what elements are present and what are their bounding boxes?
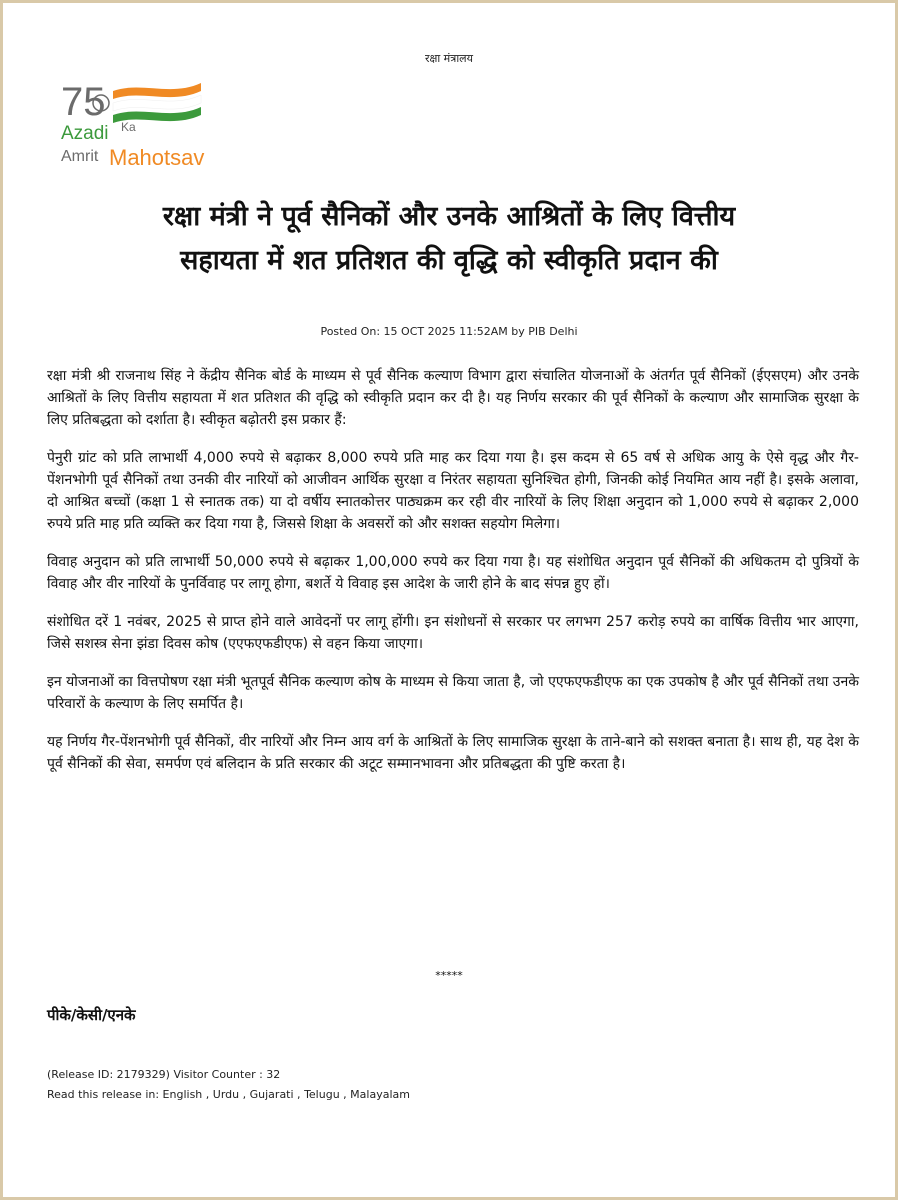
paragraph-4: संशोधित दरें 1 नवंबर, 2025 से प्राप्त होने वाले आवेदनों पर लागू होंगी। इन संशोधनों से सरकार पर लगभग 257 करोड़ रुपये का वार्षिक वित्तीय भार आएगा, जिसे सशस्त्र सेना झंडा दिवस कोष (एएफएफडीएफ) से वहन किया जाएगा। [47, 614, 859, 652]
language-link-urdu[interactable]: Urdu [212, 1088, 240, 1101]
signature-initials: पीके/केसी/एनके [47, 1006, 136, 1024]
ministry-name: रक्षा मंत्रालय [424, 52, 474, 65]
posted-on: Posted On: 15 OCT 2025 11:52AM by PIB Delhi [320, 325, 578, 338]
logo-ka: Ka [121, 120, 136, 134]
language-link-english[interactable]: English [162, 1088, 203, 1101]
language-separator: , [239, 1088, 250, 1101]
language-separator: , [339, 1088, 351, 1101]
paragraph-5: इन योजनाओं का वित्तपोषण रक्षा मंत्री भूतपूर्व सैनिक कल्याण कोष के माध्यम से किया जाता है, जो एएफएफडीएफ का एक उपकोष है और पूर्व सैनिकों तथा उनके परिवारों के कल्याण के लिए समर्पित है। [47, 674, 859, 712]
paragraph-6: यह निर्णय गैर-पेंशनभोगी पूर्व सैनिकों, वीर नारियों और निम्न आय वर्ग के आश्रितों के लिए सामाजिक सुरक्षा के ताने-बाने को सशक्त बनाता है। साथ ही, यह देश के पूर्व सैनिकों की सेवा, समर्पण एवं बलिदान के प्रति सरकार की अटूट सम्मानभावना और प्रतिबद्धता की पुष्टि करता है। [47, 734, 859, 772]
release-id: (Release ID: 2179329) Visitor Counter : 32 [47, 1068, 281, 1081]
white-stripe [113, 95, 201, 111]
page-title [43, 195, 855, 283]
logo-mahotsav: Mahotsav [109, 145, 205, 170]
release-info [47, 1065, 410, 1105]
separator-stars: ***** [435, 969, 463, 982]
title-line-2: सहायता में शत प्रतिशत की वृद्धि को स्वीकृति प्रदान की [180, 245, 718, 276]
language-separator: , [202, 1088, 213, 1101]
release-body [47, 365, 859, 791]
title-line-1: रक्षा मंत्री ने पूर्व सैनिकों और उनके आश्रितों के लिए वित्तीय [162, 201, 736, 232]
amrit-mahotsav-logo-graphic [61, 71, 231, 171]
language-separator: , [293, 1088, 305, 1101]
language-links [47, 1085, 410, 1105]
language-link-gujarati[interactable]: Gujarati [249, 1088, 294, 1101]
logo-amrit: Amrit [61, 148, 99, 165]
paragraph-3: विवाह अनुदान को प्रति लाभार्थी 50,000 रुपये से बढ़ाकर 1,00,000 रुपये कर दिया गया है। यह संशोधित अनुदान पूर्व सैनिकों की अधिकतम दो पुत्रियों के विवाह और वीर नारियों के पुनर्विवाह पर लागू होगा, बशर्ते ये विवाह इस आदेश के जारी होने के बाद संपन्न हुए हों। [47, 554, 859, 592]
read-in-label: Read this release in: [47, 1088, 163, 1101]
language-link-telugu[interactable]: Telugu [304, 1088, 340, 1101]
saffron-stripe [113, 83, 201, 99]
paragraph-2: पेनुरी ग्रांट को प्रति लाभार्थी 4,000 रुपये से बढ़ाकर 8,000 रुपये प्रति माह कर दिया गया है। इस कदम से 65 वर्ष से अधिक आयु के ऐसे वृद्ध और गैर-पेंशनभोगी पूर्व सैनिकों तथा उनकी वीर नारियों को आजीवन आर्थिक सुरक्षा व निरंतर सहायता सुनिश्चित होगी, जिनकी कोई नियमित आय नहीं है। इसके अलावा, दो आश्रित बच्चों (कक्षा 1 से स्नातक तक) या दो वर्षीय स्नातकोत्तर पाठ्यक्रम कर रही वीर नारियों के लिए शिक्षा अनुदान को 1,000 रुपये से बढ़ाकर 2,000 रुपये प्रति माह प्रति व्यक्ति कर दिया गया है, जिससे शिक्षा के अवसरों को और सशक्त सहयोग मिलेगा। [47, 450, 859, 532]
azadi-ka-amrit-mahotsav-logo [61, 71, 231, 171]
logo-azadi: Azadi [61, 123, 109, 144]
logo-number: 75 [61, 80, 106, 124]
language-link-malayalam[interactable]: Malayalam [350, 1088, 410, 1101]
paragraph-1: रक्षा मंत्री श्री राजनाथ सिंह ने केंद्रीय सैनिक बोर्ड के माध्यम से पूर्व सैनिक कल्याण विभाग द्वारा संचालित योजनाओं के अंतर्गत पूर्व सैनिकों (ईएसएम) और उनके आश्रितों के लिए वित्तीय सहायता में शत प्रतिशत की वृद्धि को स्वीकृति प्रदान कर दी है। यह निर्णय सरकार की पूर्व सैनिकों के कल्याण और सामाजिक सुरक्षा के लिए प्रतिबद्धता को दर्शाता है। स्वीकृत बढ़ोतरी इस प्रकार हैं: [47, 368, 859, 428]
